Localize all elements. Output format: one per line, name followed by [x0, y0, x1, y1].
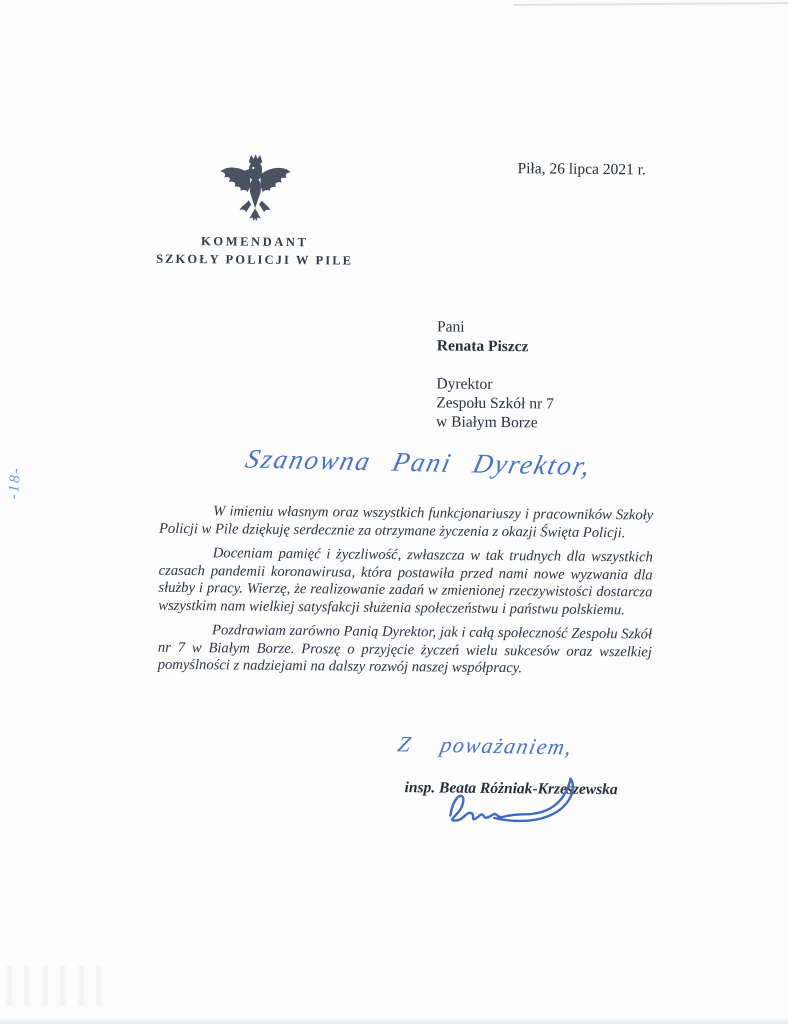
polish-eagle-emblem	[216, 146, 295, 239]
recipient-name: Renata Piszcz	[436, 337, 529, 356]
scan-artifact-smudge	[6, 966, 106, 1006]
handwritten-valediction: Z poważaniem,	[395, 731, 576, 760]
letterhead-title-line1: KOMENDANT	[201, 234, 309, 250]
handwritten-signature-scribble	[434, 763, 595, 837]
recipient-block	[436, 318, 555, 432]
signer-name: insp. Beata Różniak-Krzeszewska	[404, 779, 618, 799]
recipient-salutation: Pani	[436, 318, 465, 336]
handwritten-greeting: Szanowna Pani Dyrektor,	[242, 443, 596, 481]
body-paragraph: Doceniam pamięć i życzliwość, zwłaszcza w tak trudnych dla wszystkich czasach pandemii koronawirusa, która postawiła przed nami nowe wyzwania dla służby i pracy. Wierzę, że realizowanie zadań w zmienionej rzeczywistości dostarcza wszystkim nam wielkiej satysfakcji służenia społeczeństwu i państwu polskiemu.	[158, 545, 653, 618]
letterhead-title-line2: SZKOŁY POLICJI W PILE	[156, 251, 354, 268]
letter-body	[158, 503, 654, 686]
letterhead-title	[135, 234, 375, 269]
recipient-org-line2: w Białym Borze	[435, 413, 538, 432]
margin-note-handwritten: -18-	[5, 465, 25, 500]
scan-artifact-bottom-edge	[0, 1016, 788, 1024]
body-paragraph: W imieniu własnym oraz wszystkich funkcjonariuszy i pracowników Szkoły Policji w Pile dziękuję serdecznie za otrzymane życzenia z okazji Święta Policji.	[158, 503, 654, 541]
recipient-org-line1: Zespołu Szkół nr 7	[436, 394, 554, 413]
body-paragraph: Pozdrawiam zarówno Panią Dyrektor, jak i całą społeczność Zespołu Szkół nr 7 w Białym Borze. Proszę o przyjęcie życzeń wielu sukcesów oraz wszelkiej pomyślności z nadziejami na dalszy rozwój naszej współpracy.	[157, 622, 653, 677]
recipient-title: Dyrektor	[436, 375, 493, 393]
date-line: Piła, 26 lipca 2021 r.	[517, 160, 646, 179]
